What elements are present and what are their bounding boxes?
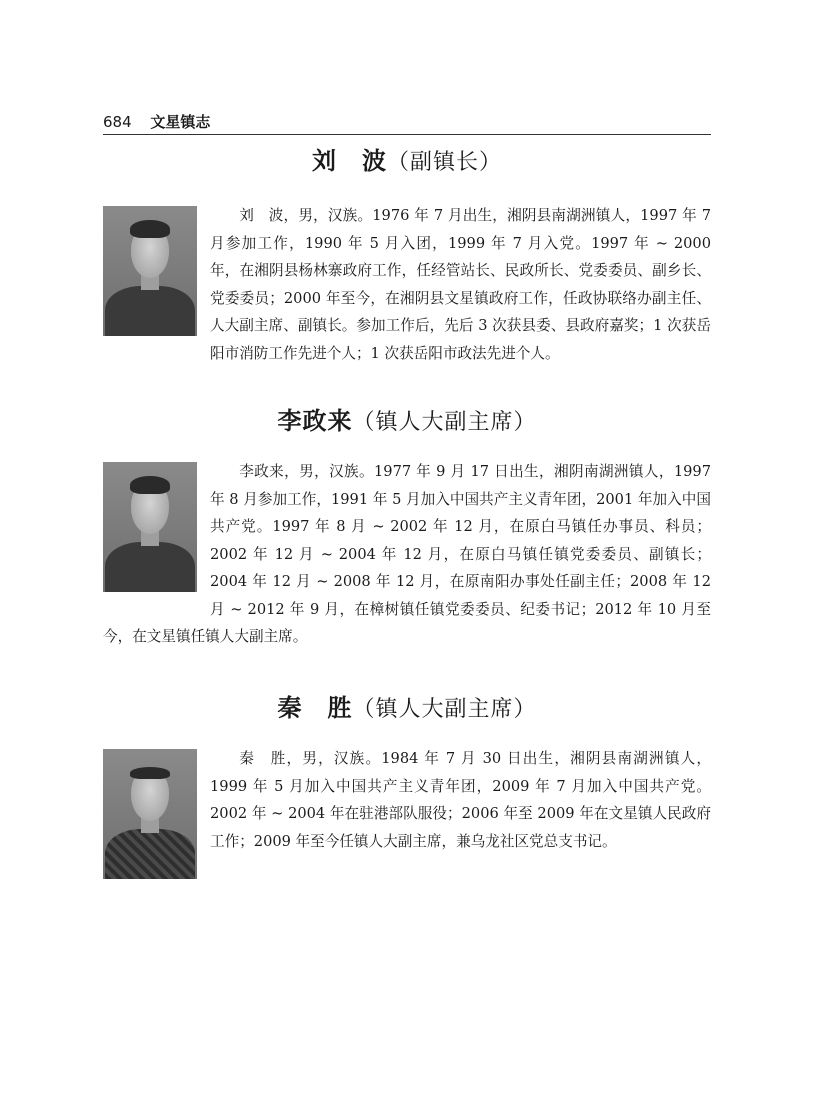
bio-text: 刘 波，男，汉族。1976 年 7 月出生，湘阴县南湖洲镇人，1997 年 7 月参加工作，1990 年 5 月入团，1999 年 7 月入党。1997 年 ~ 2000 年，在湘阴县杨林寨政府工作，任经管站长、民政所长、党委委员、副乡长、党委委员；2000 年至今，在湘阴县文星镇政府工作，任政协联络办副主任、人大副主席、副镇长。参加工作后，先后 3 次获县委、县政府嘉奖；1 次获岳阳市消防工作先进个人；1 次获岳阳市政法先进个人。 [210, 207, 711, 362]
bio-name: 李政来 [277, 407, 353, 435]
bio-role: （副镇长） [386, 150, 502, 175]
portrait-photo [103, 749, 197, 879]
bio-role: （镇人大副主席） [352, 410, 537, 435]
bio-section-1 [103, 146, 711, 367]
running-head [103, 112, 711, 135]
bio-section-2 [103, 406, 711, 651]
book-title: 文星镇志 [150, 113, 211, 131]
portrait-photo [103, 462, 197, 592]
page-number: 684 [103, 113, 132, 131]
bio-name: 刘 波 [311, 147, 387, 175]
bio-section-3 [103, 693, 711, 883]
bio-heading [103, 146, 711, 178]
bio-name: 秦 胜 [277, 694, 353, 722]
bio-heading [103, 693, 711, 725]
bio-heading [103, 406, 711, 438]
portrait-photo [103, 206, 197, 336]
bio-text: 李政来，男，汉族。1977 年 9 月 17 日出生，湘阴南湖洲镇人，1997 年 8 月参加工作，1991 年 5 月加入中国共产主义青年团，2001 年加入中国共产党。1997 年 8 月 ~ 2002 年 12 月，在原白马镇任办事员、科员；2002 年 12 月 ~ 2004 年 12 月，在原白马镇任镇党委委员、副镇长；2004 年 12 月 ~ 2008 年 12 月，在原南阳办事处任副主任；2008 年 12 月 ~ 2012 年 9 月，在樟树镇任镇党委委员、纪委书记；2012 年 10 月至今，在文星镇任镇人大副主席。 [103, 463, 711, 645]
bio-text: 秦 胜，男，汉族。1984 年 7 月 30 日出生，湘阴县南湖洲镇人，1999 年 5 月加入中国共产主义青年团，2009 年 7 月加入中国共产党。2002 年 ~ 2004 年在驻港部队服役；2006 年至 2009 年在文星镇人民政府工作；2009 年至今任镇人大副主席，兼乌龙社区党总支书记。 [210, 750, 711, 850]
bio-role: （镇人大副主席） [352, 697, 537, 722]
